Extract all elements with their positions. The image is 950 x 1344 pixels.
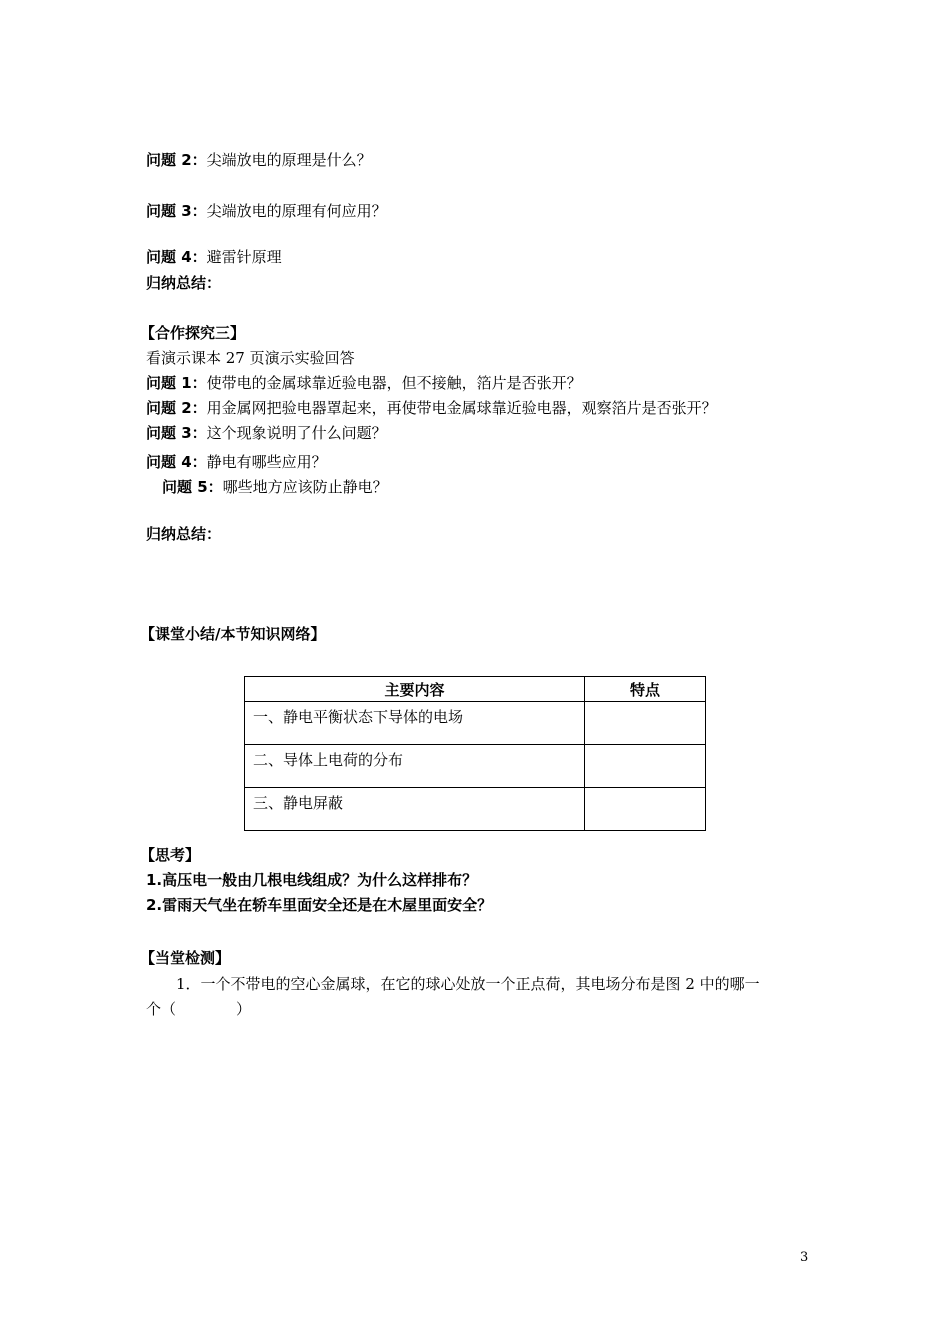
- section-intro: 看演示课本 27 页演示实验回答: [146, 349, 355, 367]
- table-row: [245, 745, 706, 788]
- question-label: 问题 2：: [146, 151, 207, 169]
- question-text: 静电有哪些应用？: [206, 453, 327, 471]
- summary-label: 归纳总结：: [146, 525, 222, 543]
- question-2: [146, 398, 717, 418]
- question-4: [146, 452, 327, 472]
- question-label: 问题 3：: [146, 202, 207, 220]
- question-label: 问题 5：: [162, 478, 223, 496]
- section-heading-cooperative-3: 【合作探究三】: [140, 324, 246, 342]
- table-header-main-content: 主要内容: [245, 677, 585, 702]
- question-5: [162, 477, 388, 497]
- question-text: 这个现象说明了什么问题？: [206, 424, 387, 442]
- question-3: [146, 423, 387, 443]
- section-heading-check: 【当堂检测】: [140, 949, 231, 967]
- question-3: [146, 201, 387, 221]
- table-row: [245, 702, 706, 745]
- thinking-item-2: 2.雷雨天气坐在轿车里面安全还是在木屋里面安全？: [146, 896, 493, 914]
- section-heading-class-summary: 【课堂小结/本节知识网络】: [140, 625, 326, 643]
- table-cell-empty: [585, 745, 706, 788]
- question-label: 问题 3：: [146, 424, 207, 442]
- table-header-row: [245, 677, 706, 702]
- question-text: 用金属网把验电器罩起来，再使带电金属球靠近验电器，观察箔片是否张开？: [206, 399, 717, 417]
- check-question-1-line-2: 个（ ）: [146, 1000, 252, 1018]
- table-cell-empty: [585, 702, 706, 745]
- table-cell: 三、静电屏蔽: [245, 788, 585, 831]
- question-text: 尖端放电的原理是什么？: [206, 151, 372, 169]
- question-text: 使带电的金属球靠近验电器，但不接触，箔片是否张开？: [206, 374, 582, 392]
- question-4: [146, 247, 282, 267]
- knowledge-table: [244, 676, 706, 831]
- table-cell: 二、导体上电荷的分布: [245, 745, 585, 788]
- question-text: 哪些地方应该防止静电？: [222, 478, 388, 496]
- question-label: 问题 2：: [146, 399, 207, 417]
- question-label: 问题 1：: [146, 374, 207, 392]
- question-label: 问题 4：: [146, 248, 207, 266]
- table-header-features: 特点: [585, 677, 706, 702]
- section-heading-thinking: 【思考】: [140, 846, 201, 864]
- page-number: 3: [800, 1250, 809, 1265]
- thinking-item-1: 1.高压电一般由几根电线组成？为什么这样排布？: [146, 871, 478, 889]
- check-question-1-line-1: 1．一个不带电的空心金属球，在它的球心处放一个正点荷，其电场分布是图 2 中的哪一: [176, 975, 760, 993]
- question-2: [146, 150, 372, 170]
- table-row: [245, 788, 706, 831]
- question-text: 尖端放电的原理有何应用？: [206, 202, 387, 220]
- summary-label: 归纳总结：: [146, 274, 222, 292]
- question-text: 避雷针原理: [206, 248, 282, 266]
- question-label: 问题 4：: [146, 453, 207, 471]
- table-cell: 一、静电平衡状态下导体的电场: [245, 702, 585, 745]
- table-cell-empty: [585, 788, 706, 831]
- question-1: [146, 373, 582, 393]
